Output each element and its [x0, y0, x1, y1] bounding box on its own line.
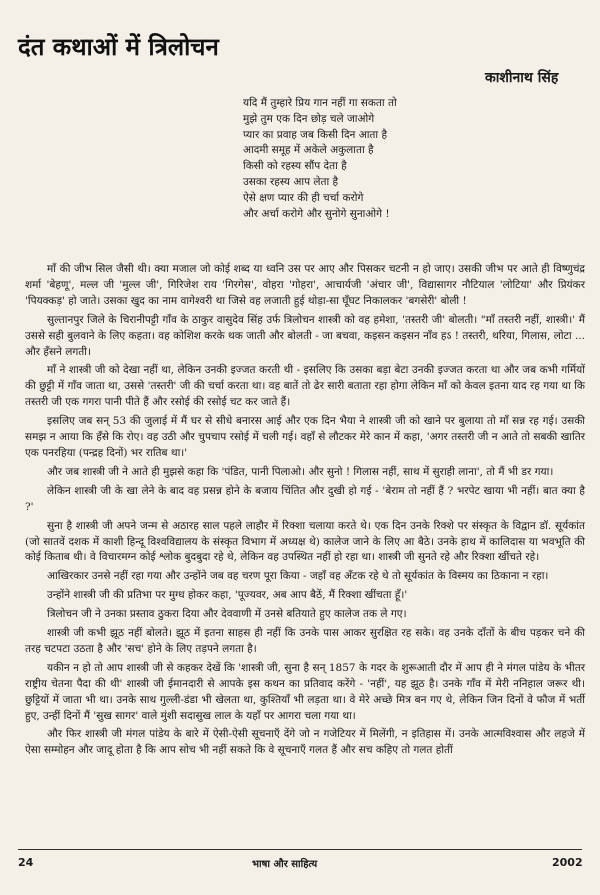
paragraph: शास्त्री जी कभी झूठ नहीं बोलते। झूठ में इतना साहस ही नहीं कि उनके पास आकर सुरक्षित रह सके। वह उनके दाँतों के बीच पड़कर चने की तरह चटपटा उठता है और 'सच' होने के लिए तड़पने लगता है। [25, 627, 585, 655]
paragraph: यकीन न हो तो आप शास्त्री जी से कहकर देखें कि 'शास्त्री जी, सुना है सन् 1857 के गदर के शुरूआती दौर में आप ही ने मंगल पांडेय के भीतर राष्ट्रीय चेतना पैदा की थी' शास्त्री जी ईमानदारी से आपके इस कथन का प्रतिवाद करेंगे - 'नहीं', यह झूठ है। उनके गाँव में मेरी ननिहाल जरूर थी। छुट्टियों में जाता भी था। उनके साथ गुल्ली-डंडा भी खेलता था, कुश्तियाँ भी लड़ता था। वे मेरे अच्छे मित्र बन गए थे, लेकिन जिन दिनों वे फौज में भर्ती हुए, उन्हीं दिनों मैं 'सुख सागर' वाले मुंशी सदासुख लाल के यहाँ पर आगरा चला गया था। [25, 661, 585, 722]
paragraph: माँ ने शास्त्री जी को देखा नहीं था, लेकिन उनकी इज्जत करती थी - इसलिए कि उसका बड़ा बेटा उनकी इज्जत करता था और जब कभी गर्मियों की छुट्टी में गाँव जाता था, उससे 'तस्तरी' जी की चर्चा करता था। वह बातें तो ढेर सारी बताता रहा होगा लेकिन माँ को केवल इतना याद रह गया था कि तस्तरी जी एक गगरा पानी पीते हैं और रसोई की रसोई चट कर जाते हैं। [25, 364, 585, 409]
poem-line: आदमी समूह में अकेले अकुलाता है [243, 144, 374, 157]
poem-line: मुझे तुम एक दिन छोड़ चले जाओगे [243, 112, 375, 125]
journal-name: भाषा और साहित्य [252, 859, 318, 870]
poem-line: और अर्चा करोगे और सुनोगे सुनाओगे ! [243, 207, 390, 220]
paragraph: सुना है शास्त्री जी अपने जन्म से अठारह साल पहले लाहौर में रिक्शा चलाया करते थे। एक दिन उनके रिक्शे पर संस्कृत के विद्वान डॉ. सूर्यकांत (जो सातवें दशक में काशी हिन्दू विश्वविद्यालय के संस्कृत विभाग में अध्यक्ष थे) कालेज जाने के लिए आ बैठे। उनके हाथ में कालिदास या भवभूति की कोई किताब थी। वे विचारमग्न कोई श्लोक बुदबुदा रहे थे, लेकिन वह उपस्थित नहीं हो रहा था। शास्त्री जी सुनते रहे और रिक्शा खींचते रहे। [25, 519, 585, 564]
article-title: दंत कथाओं में त्रिलोचन [18, 33, 219, 61]
poem-line: किसी को रहस्य सौंप देता है [243, 160, 347, 173]
poem-line: यदि मैं तुम्हारे प्रिय गान नहीं गा सकता तो [243, 97, 397, 109]
paragraph: आखिरकार उनसे नहीं रहा गया और उन्होंने जब वह चरण पूरा किया - जहाँ वह अँटक रहे थे तो सूर्यकांत के विस्मय का ठिकाना न रहा। [47, 570, 549, 583]
page-number: 24 [18, 856, 34, 869]
poem-line: ऐसे क्षण प्यार की ही चर्चा करोगे [243, 191, 364, 204]
paragraph: उन्होंने शास्त्री जी की प्रतिभा पर मुग्ध होकर कहा, 'पूज्यवर, अब आप बैठें, मैं रिक्शा खींचता हूँ।' [47, 589, 408, 602]
paragraph: लेकिन शास्त्री जी के खा लेने के बाद वह प्रसन्न होने के बजाय चिंतित और दुखी हो गई - 'बेराम तो नहीं हैं ? भरपेट खाया भी नहीं। बात क्या है ?' [25, 484, 585, 513]
poem-excerpt [243, 96, 397, 222]
article-body [25, 262, 585, 762]
paragraph: इसलिए जब सन् 53 की जुलाई में मैं घर से सीधे बनारस आई और एक दिन भैया ने शास्त्री जी को खाने पर बुलाया तो माँ सन्न रह गई। उसकी समझ न आया कि हँसे कि रोए। वह उठी और चुपचाप रसोई में चली गई। वहाँ से लौटकर मेरे कान में कहा, 'अगर तस्तरी जी न आते तो सबकी खातिर एक पनरहिया (पन्द्रह दिनों) भर रातिब था।' [25, 415, 585, 459]
publication-year: 2002 [552, 856, 583, 869]
paragraph: सुल्तानपुर जिले के चिरानीपट्टी गाँव के ठाकुर वासुदेव सिंह उर्फ त्रिलोचन शास्त्री को वह हमेशा, 'तस्तरी जी' बोलती। "माँ तस्तरी नहीं, शास्त्री।' मैं उससे सही बुलवाने के लिए कहता। वह कोशिश करके थक जाती और बोलती - जा बचवा, कइसन कइसन नाँव हऽ ! तस्तरी, थरिया, गिलास, लोटा ... और हँसने लगती। [25, 313, 585, 358]
poem-line: उसका रहस्य आप लेता है [243, 175, 339, 188]
paragraph: और फिर शास्त्री जी मंगल पांडेय के बारे में ऐसी-ऐसी सूचनाएँ देंगे जो न गजेटियर में मिलेंगी, न इतिहास में। उनके आत्मविश्वास और लहजे में ऐसा सम्मोहन और जादू होता है कि आप सोच भी नहीं सकते कि वे सूचनाएँ गलत हैं और सच कहिए तो गलत होतीं [25, 728, 585, 757]
paragraph: माँ की जीभ सिल जैसी थी। क्या मजाल जो कोई शब्द या ध्वनि उस पर आए और पिसकर चटनी न हो जाए। उसकी जीभ पर आते ही विष्णुचंद्र शर्मा 'बेहणू', मल्ल जी 'मुल्ल जी', गिरिजेश राय 'गिरगेस', वोहरा 'गोहरा', आचार्यजी 'अंचार जी', विद्यासागर नौटियाल 'लोटिया' और प्रियंकर 'पियक्कड़' हो जाते। उसका खुद का नाम वागेश्वरी था जिसे वह लजाती हुई थोड़ा-सा घूँघट निकालकर 'बगसेरी' बोली ! [25, 263, 585, 307]
footer-divider [18, 849, 582, 850]
paragraph: त्रिलोचन जी ने उनका प्रस्ताव ठुकरा दिया और देववाणी में उनसे बतियाते हुए कालेज तक ले गए। [47, 608, 407, 621]
author-name: काशीनाथ सिंह [485, 70, 559, 86]
paragraph: और जब शास्त्री जी ने आते ही मुझसे कहा कि 'पंडित, पानी पिलाओ। और सुनो ! गिलास नहीं, साथ में सुराही लाना', तो मैं भी डर गया। [47, 465, 554, 478]
poem-line: प्यार का प्रवाह जब किसी दिन आता है [243, 128, 388, 141]
